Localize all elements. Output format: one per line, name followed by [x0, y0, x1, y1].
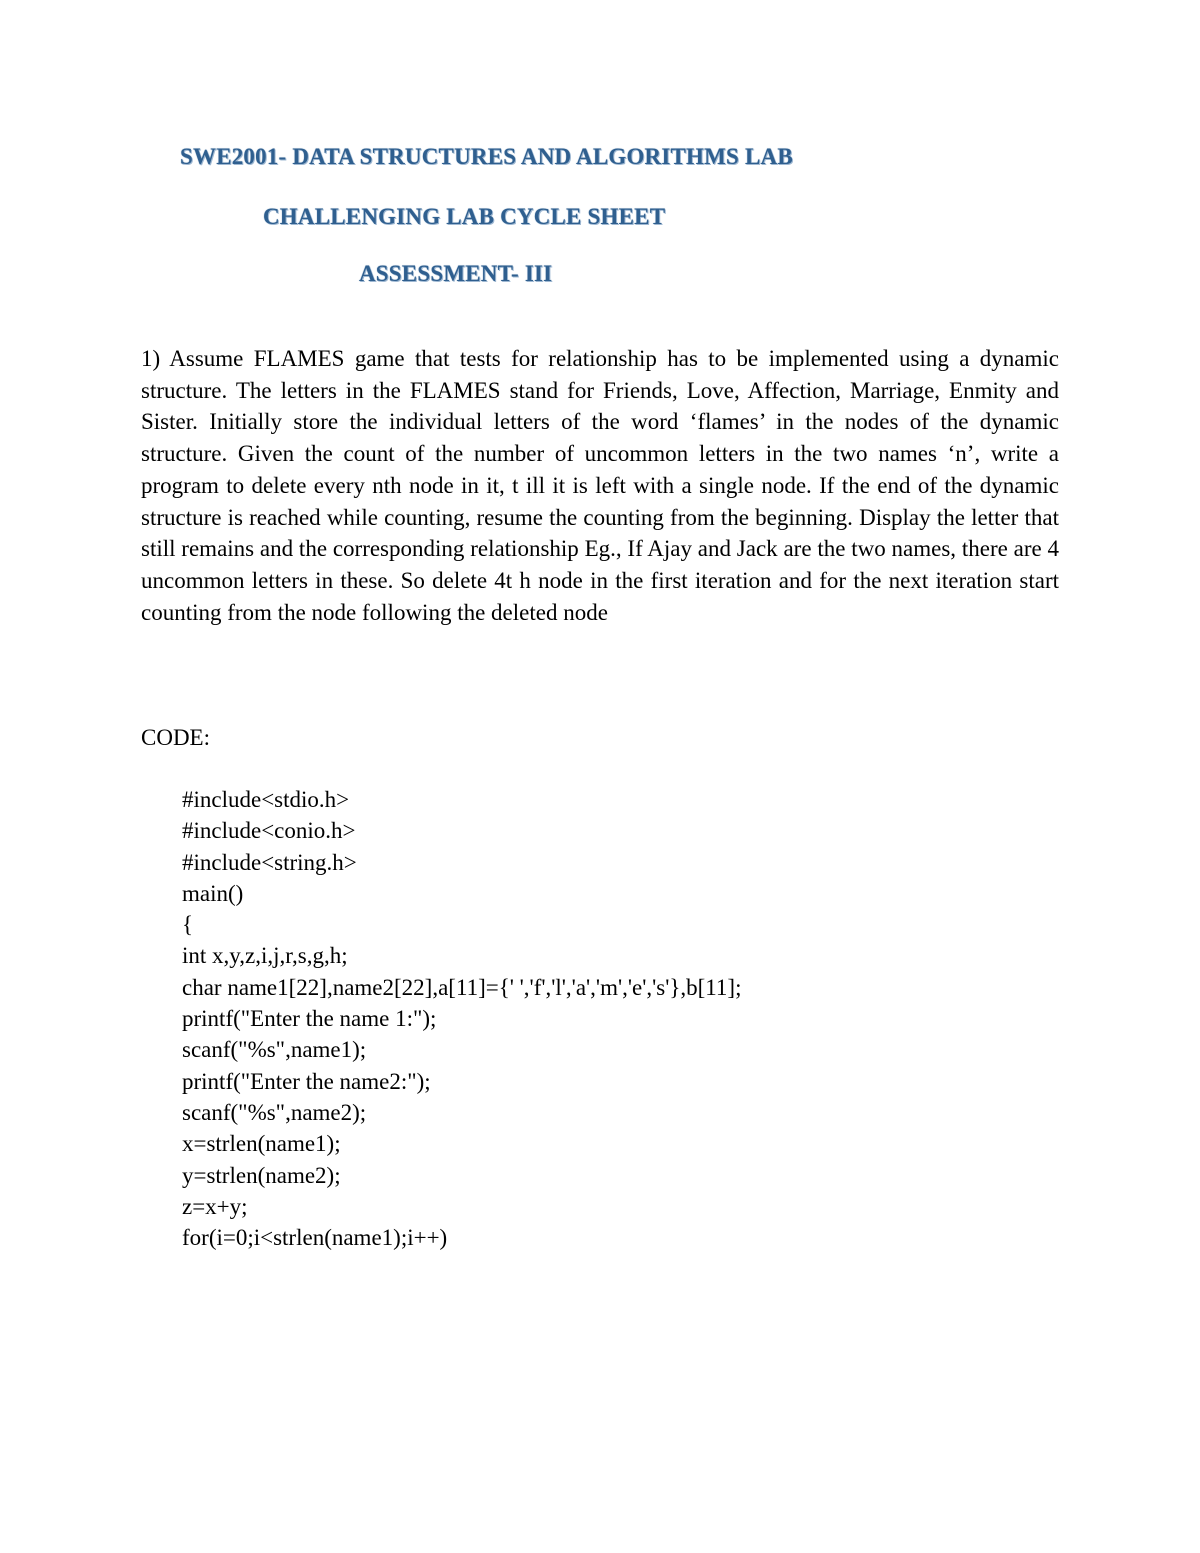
code-line: char name1[22],name2[22],a[11]={' ','f','l','a','m','e','s'},b[11]; — [182, 974, 742, 1000]
sheet-title: CHALLENGING LAB CYCLE SHEET — [263, 204, 666, 229]
code-line: int x,y,z,i,j,r,s,g,h; — [182, 943, 348, 969]
code-line: main() — [182, 880, 244, 906]
code-line: { — [182, 912, 194, 938]
code-line: x=strlen(name1); — [182, 1131, 341, 1157]
code-line: scanf("%s",name1); — [182, 1037, 367, 1063]
code-line: #include<conio.h> — [182, 818, 356, 844]
code-line: y=strlen(name2); — [182, 1162, 341, 1188]
code-line: scanf("%s",name2); — [182, 1099, 367, 1125]
course-title: SWE2001- DATA STRUCTURES AND ALGORITHMS LAB — [180, 144, 793, 169]
code-block — [182, 784, 741, 1253]
code-line: z=x+y; — [182, 1193, 248, 1219]
code-line: for(i=0;i<strlen(name1);i++) — [182, 1225, 448, 1251]
code-line: #include<string.h> — [182, 849, 357, 875]
code-line: printf("Enter the name2:"); — [182, 1068, 431, 1094]
code-line: #include<stdio.h> — [182, 787, 350, 812]
code-line: printf("Enter the name 1:"); — [182, 1006, 437, 1032]
question-paragraph: 1) Assume FLAMES game that tests for relationship has to be implemented using a dynamic structure. The letters in the FLAMES stand for Friends, Love, Affection, Marriage, Enmity and Sister. Initially store the individual letters of the word ‘flames’ in the nodes of the dynamic structure. Given the count of the number of uncommon letters in the two names ‘n’, write a program to delete every nth node in it, t ill it is left with a single node. If the end of the dynamic structure is reached while counting, resume the counting from the beginning. Display the letter that still remains and the corresponding relationship Eg., If Ajay and Jack are the two names, there are 4 uncommon letters in these. So delete 4t h node in the first iteration and for the next iteration start counting from the node following the deleted node — [141, 346, 1059, 625]
assessment-title: ASSESSMENT- III — [359, 261, 553, 286]
code-label: CODE: — [141, 725, 210, 750]
